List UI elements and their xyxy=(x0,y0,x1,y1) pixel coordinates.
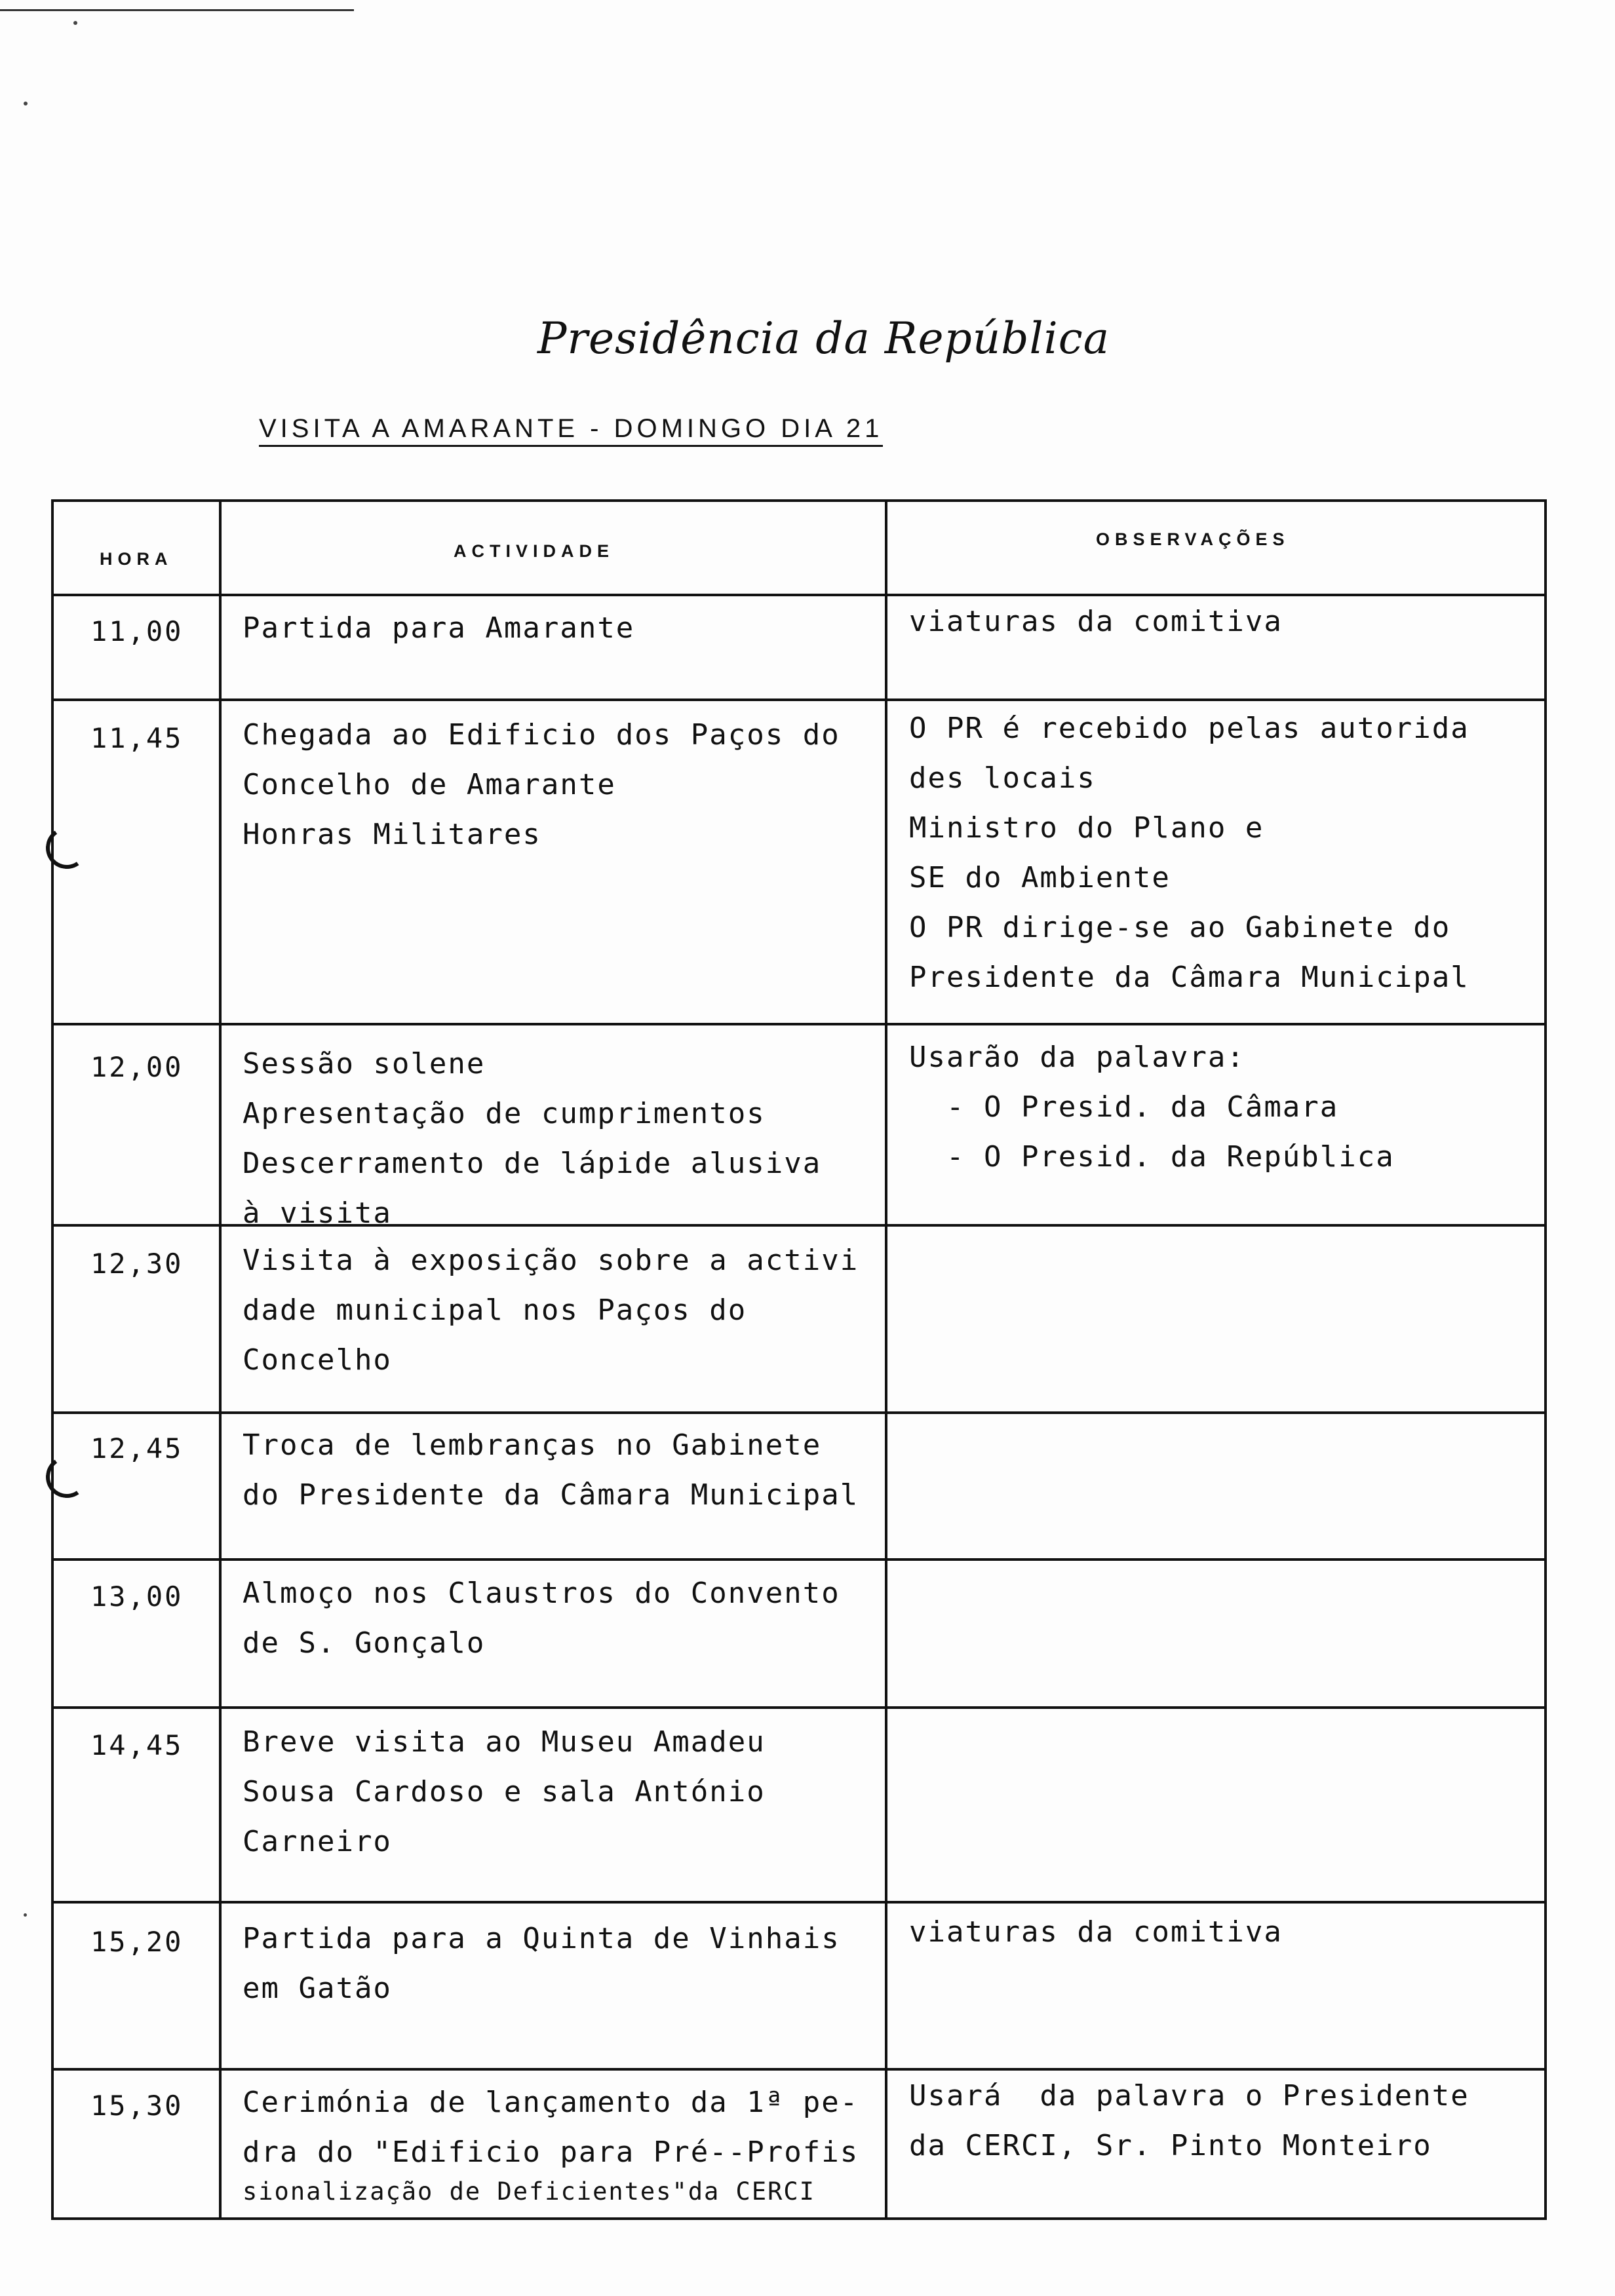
actividade-line: do Presidente da Câmara Municipal xyxy=(243,1478,859,1512)
cell-observacoes xyxy=(909,597,1283,647)
cell-hora: 15,30 xyxy=(90,2090,184,2122)
cell-hora: 12,00 xyxy=(90,1051,184,1083)
actividade-line: à visita xyxy=(243,1196,392,1230)
actividade-line: Concelho xyxy=(243,1343,392,1377)
document-title: VISITA A AMARANTE - DOMINGO DIA 21 xyxy=(259,414,883,447)
scan-speck xyxy=(24,102,28,105)
observacoes-line: Presidente da Câmara Municipal xyxy=(909,961,1469,994)
cell-actividade xyxy=(243,1914,840,2014)
observacoes-line: O PR é recebido pelas autorida xyxy=(909,712,1469,745)
cell-hora: 12,45 xyxy=(90,1432,184,1464)
actividade-line: Descerramento de lápide alusiva xyxy=(243,1147,822,1180)
actividade-line: Visita à exposição sobre a activi xyxy=(243,1244,859,1277)
observacoes-line: des locais xyxy=(909,761,1096,795)
observacoes-line: O PR dirige-se ao Gabinete do xyxy=(909,911,1451,944)
actividade-line: Almoço nos Claustros do Convento xyxy=(243,1577,840,1610)
actividade-line: Carneiro xyxy=(243,1825,392,1858)
observacoes-line: - O Presid. da Câmara xyxy=(909,1090,1339,1124)
cell-hora: 15,20 xyxy=(90,1926,184,1958)
letterhead: Presidência da República xyxy=(537,313,1110,364)
header-actividade: ACTIVIDADE xyxy=(454,541,615,561)
cell-hora: 13,00 xyxy=(90,1580,184,1613)
row-divider xyxy=(54,594,1544,596)
actividade-line: Cerimónia de lançamento da 1ª pe- xyxy=(243,2086,859,2119)
actividade-line: Breve visita ao Museu Amadeu xyxy=(243,1725,766,1759)
cell-actividade xyxy=(243,1421,859,1520)
cell-actividade xyxy=(243,603,634,653)
cell-actividade xyxy=(243,1039,821,1238)
cell-actividade xyxy=(243,1569,840,1668)
cell-observacoes xyxy=(909,704,1469,1003)
actividade-line: Chegada ao Edificio dos Paços do xyxy=(243,718,840,752)
schedule-table xyxy=(51,499,1547,2220)
scan-speck xyxy=(73,21,77,25)
actividade-line: dra do "Edificio para Pré--Profis xyxy=(243,2135,859,2169)
actividade-line: Troca de lembranças no Gabinete xyxy=(243,1428,822,1462)
actividade-line: Concelho de Amarante xyxy=(243,768,616,801)
observacoes-line: viaturas da comitiva xyxy=(909,1915,1283,1949)
cell-hora: 14,45 xyxy=(90,1729,184,1761)
observacoes-line: - O Presid. da República xyxy=(909,1140,1395,1174)
row-divider xyxy=(54,698,1544,701)
actividade-line: Partida para Amarante xyxy=(243,611,635,645)
scan-artifact-rule xyxy=(0,9,354,11)
actividade-line: Sousa Cardoso e sala António xyxy=(243,1775,766,1808)
actividade-line: sionalização de Deficientes"da CERCI xyxy=(243,2177,815,2206)
row-divider xyxy=(54,1558,1544,1561)
cell-observacoes xyxy=(909,2071,1469,2171)
actividade-line: em Gatão xyxy=(243,1972,392,2005)
scan-speck xyxy=(24,1913,27,1917)
observacoes-line: da CERCI, Sr. Pinto Monteiro xyxy=(909,2129,1432,2162)
actividade-line: de S. Gonçalo xyxy=(243,1626,486,1660)
cell-hora: 11,45 xyxy=(90,722,184,754)
row-divider xyxy=(54,1901,1544,1904)
actividade-line: Honras Militares xyxy=(243,818,541,851)
cell-observacoes xyxy=(909,1033,1395,1182)
actividade-line: Apresentação de cumprimentos xyxy=(243,1097,766,1130)
cell-actividade xyxy=(243,1717,766,1867)
actividade-line: Partida para a Quinta de Vinhais xyxy=(243,1922,840,1955)
header-observacoes: OBSERVAÇÕES xyxy=(1096,529,1290,549)
observacoes-line: SE do Ambiente xyxy=(909,861,1171,894)
cell-hora: 11,00 xyxy=(90,615,184,647)
row-divider xyxy=(54,1023,1544,1025)
header-hora: HORA xyxy=(100,549,173,569)
cell-actividade xyxy=(243,1236,859,1385)
cell-actividade xyxy=(243,2078,859,2206)
observacoes-line: Usará da palavra o Presidente xyxy=(909,2079,1469,2113)
row-divider xyxy=(54,1706,1544,1709)
cell-hora: 12,30 xyxy=(90,1248,184,1280)
observacoes-line: Usarão da palavra: xyxy=(909,1041,1245,1074)
cell-actividade xyxy=(243,710,840,860)
observacoes-line: Ministro do Plano e xyxy=(909,811,1264,845)
actividade-line: dade municipal nos Paços do xyxy=(243,1293,747,1327)
column-divider xyxy=(219,502,222,2217)
observacoes-line: viaturas da comitiva xyxy=(909,605,1283,638)
row-divider xyxy=(54,2068,1544,2071)
column-divider xyxy=(885,502,887,2217)
actividade-line: Sessão solene xyxy=(243,1047,486,1081)
cell-observacoes xyxy=(909,1907,1283,1957)
row-divider xyxy=(54,1411,1544,1414)
